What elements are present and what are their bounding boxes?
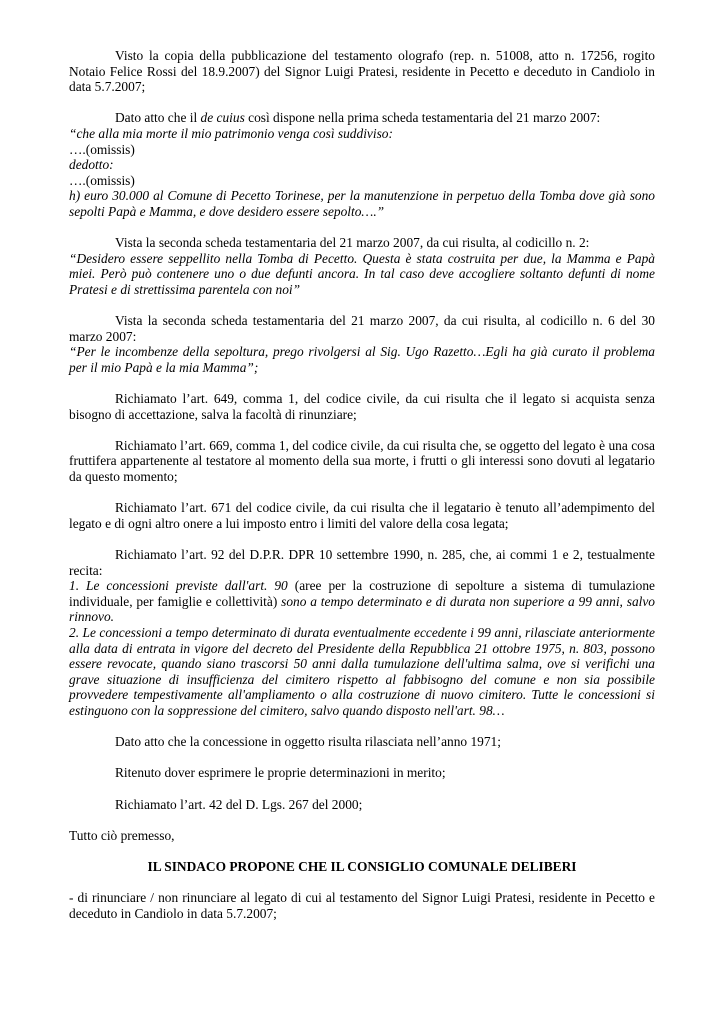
quote-comma-2: 2. Le concessioni a tempo determinato di durata eventualmente eccedente i 99 anni, rilasciate anteriormente alla data di entrata in vigore del decreto del Presidente della Repubblica 21 ottobre 1975, n. 803, possono essere revocate, quando siano trascorsi 50 anni dalla tumulazione dell'ultima salma, ove si verifichi una grave situazione di insufficienza del cimitero rispetto al fabbisogno del comune e non sia possibile provvedere tempestivamente all'ampliamento o alla costruzione di nuovo cimitero. Tutte le concessioni si estinguono con la soppressione del cimitero, salvo quando disposto nell'art. 98… [69, 624, 655, 718]
paragraph-concession-1971: Dato atto che la concessione in oggetto risulta rilasciata nell’anno 1971; [115, 734, 501, 750]
document-page [69, 48, 655, 921]
paragraph-premesso: Tutto ciò premesso, [69, 827, 175, 843]
text: così dispone nella prima scheda testamentaria del 21 marzo 2007: [244, 110, 601, 126]
quote-codicil-6: “Per le incombenze della sepoltura, prego rivolgersi al Sig. Ugo Razetto…Egli ha già curato il problema per il mio Papà e la mia Mamma”; [69, 344, 655, 375]
paragraph-art-92: Richiamato l’art. 92 del D.P.R. DPR 10 settembre 1990, n. 285, che, ai commi 1 e 2, testualmente recita: [69, 547, 655, 578]
quote-bequest: h) euro 30.000 al Comune di Pecetto Torinese, per la manutenzione in perpetuo della Tomba dove già sono sepolti Papà e Mamma, e dove desidero essere sepolto….” [69, 188, 655, 219]
section-heading: IL SINDACO PROPONE CHE IL CONSIGLIO COMUNALE DELIBERI [147, 858, 577, 874]
paragraph-art-671: Richiamato l’art. 671 del codice civile, da cui risulta che il legatario è tenuto all’adempimento del legato e di ogni altro onere a lui imposto entro i limiti del valore della cosa legata; [69, 500, 655, 531]
text: (aree per la costruzione di sepolture a sistema di tumulazione individuale, per famiglie e collettività) [69, 578, 655, 609]
paragraph-determination: Ritenuto dover esprimere le proprie determinazioni in merito; [115, 765, 446, 781]
omissis-line: ….(omissis) [69, 172, 135, 188]
text: 1. Le concessioni previste dall'art. 90 [69, 578, 288, 594]
omissis-line: ….(omissis) [69, 141, 135, 157]
paragraph-de-cuius [69, 110, 655, 126]
quote-line: “che alla mia morte il mio patrimonio venga così suddiviso: [69, 125, 393, 141]
paragraph-art-649: Richiamato l’art. 649, comma 1, del codice civile, da cui risulta che il legato si acquista senza bisogno di accettazione, salva la facoltà di rinunziare; [69, 391, 655, 422]
dedotto-line: dedotto: [69, 157, 114, 173]
text: Dato atto che il [115, 110, 201, 126]
quote-codicil-2: “Desidero essere seppellito nella Tomba di Pecetto. Questa è stata costruita per due, la Mamma e Papà miei. Però può contenere uno o due defunti ancora. In tal caso deve accogliere soltanto defunti di nome Pratesi e di strettissima parentela con noi” [69, 250, 655, 297]
paragraph-decision: - di rinunciare / non rinunciare al legato di cui al testamento del Signor Luigi Pratesi, residente in Pecetto e deceduto in Candiolo in data 5.7.2007; [69, 890, 655, 921]
text: sono a tempo determinato e di durata non superiore a 99 anni, salvo rinnovo. [69, 593, 655, 625]
term-de-cuius: de cuius [200, 110, 245, 126]
quote-comma-1 [69, 578, 655, 625]
paragraph-testament-copy: Visto la copia della pubblicazione del testamento olografo (rep. n. 51008, atto n. 17256, rogito Notaio Felice Rossi del 18.9.2007) del Signor Luigi Pratesi, residente in Pecetto e deceduto in Candiolo in data 5.7.2007; [69, 48, 655, 95]
paragraph-art-669: Richiamato l’art. 669, comma 1, del codice civile, da cui risulta che, se oggetto del legato è una cosa fruttifera appartenente al testatore al momento della sua morte, i frutti o gli interessi sono dovuti al legatario da questo momento; [69, 437, 655, 485]
paragraph-art-42: Richiamato l’art. 42 del D. Lgs. 267 del 2000; [115, 796, 363, 812]
paragraph-codicil-2: Vista la seconda scheda testamentaria del 21 marzo 2007, da cui risulta, al codicillo n. 2: [115, 235, 590, 251]
paragraph-codicil-6: Vista la seconda scheda testamentaria del 21 marzo 2007, da cui risulta, al codicillo n. 6 del 30 marzo 2007: [69, 313, 655, 344]
